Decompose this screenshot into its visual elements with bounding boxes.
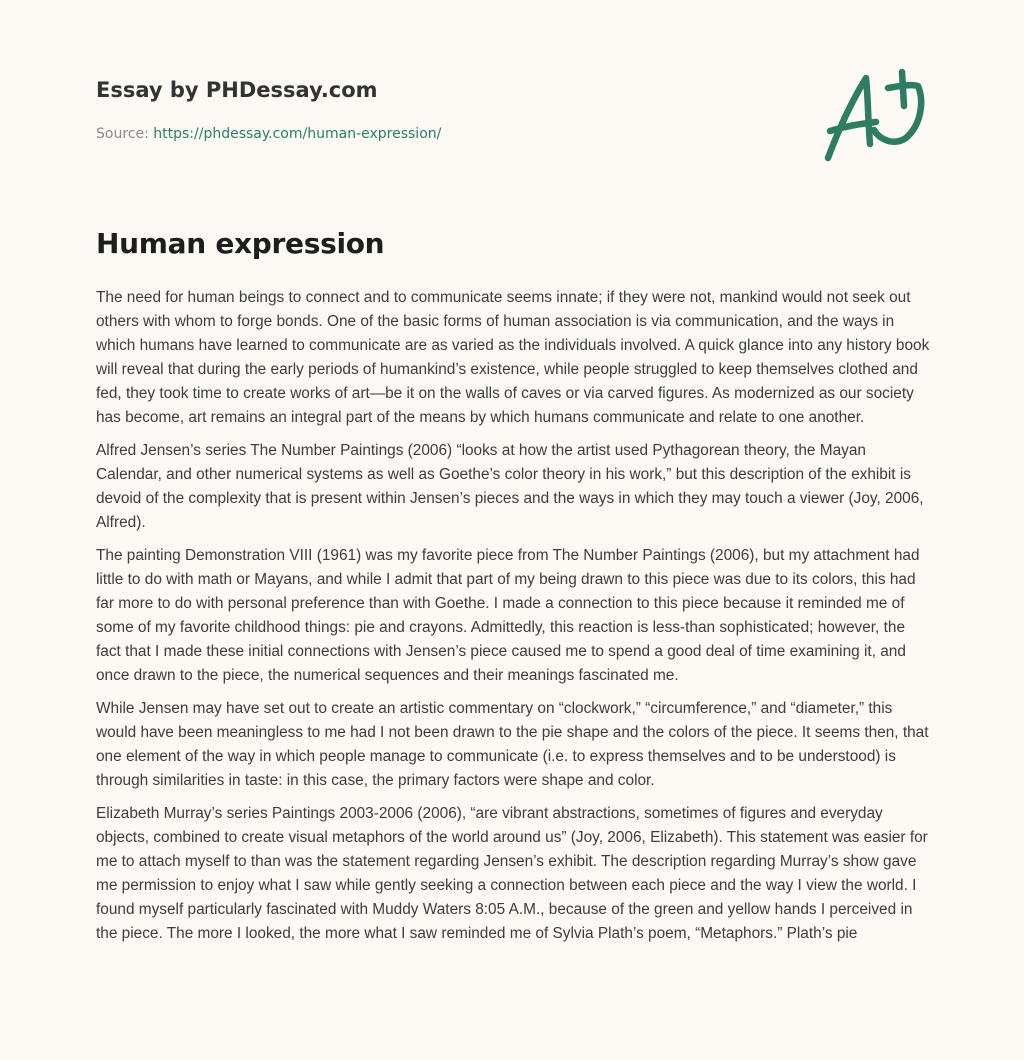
article-paragraph: The painting Demonstration VIII (1961) was my favorite piece from The Number Paintings (2006), but my attachment had little to do with math or Mayans, and while I admit that part of my being drawn to this piece was due to its colors, this had far more to do with personal preference than with Goethe. I made a connection to this piece because it reminded me of some of my favorite childhood things: pie and crayons. Admittedly, this reaction is less-than sophisticated; however, the fact that I made these initial connections with Jensen’s piece caused me to spend a good deal of time examining it, and once drawn to the piece, the numerical sequences and their meanings fascinated me. [96, 547, 920, 684]
site-title: Essay by PHDessay.com [96, 78, 378, 102]
article-paragraph: While Jensen may have set out to create an artistic commentary on “clockwork,” “circumference,” and “diameter,” this would have been meaningless to me had I not been drawn to the pie shape and the colors of the piece. It seems then, that one element of the way in which people manage to communicate (i.e. to express themselves and to be understood) is through similarities in taste: in this case, the primary factors were shape and color. [96, 700, 929, 789]
a-plus-grade-icon [818, 66, 930, 166]
source-line [96, 124, 796, 144]
article-paragraph: The need for human beings to connect and to communicate seems innate; if they were not, mankind would not seek out others with whom to forge bonds. One of the basic forms of human association is via communication, and the ways in which humans have learned to communicate are as varied as the individuals involved. A quick glance into any history book will reveal that during the early periods of humankind’s existence, while people struggled to keep themselves clothed and fed, they took time to create works of art—be it on the walls of caves or via carved figures. As modernized as our society has become, art remains an integral part of the means by which humans communicate and relate to one another. [96, 289, 930, 426]
source-link[interactable]: https://phdessay.com/human-expression/ [153, 126, 442, 142]
article-paragraph: Elizabeth Murray’s series Paintings 2003-2006 (2006), “are vibrant abstractions, sometimes of figures and everyday objects, combined to create visual metaphors of the world around us” (Joy, 2006, Elizabeth). This statement was easier for me to attach myself to than was the statement regarding Jensen’s exhibit. The description regarding Murray’s show gave me permission to enjoy what I saw while gently seeking a connection between each piece and the way I view the world. I found myself particularly fascinated with Muddy Waters 8:05 A.M., because of the green and yellow hands I perceived in the piece. The more I looked, the more what I saw reminded me of Sylvia Plath’s poem, “Metaphors.” Plath’s pie [96, 805, 928, 942]
source-label: Source: [96, 126, 149, 142]
page-header [96, 74, 796, 144]
article-title: Human expression [96, 227, 385, 260]
article [96, 224, 932, 955]
article-paragraph: Alfred Jensen’s series The Number Paintings (2006) “looks at how the artist used Pythagorean theory, the Mayan Calendar, and other numerical systems as well as Goethe’s color theory in his work,” but this description of the exhibit is devoid of the complexity that is present within Jensen’s pieces and the ways in which they may touch a viewer (Joy, 2006, Alfred). [96, 442, 924, 531]
